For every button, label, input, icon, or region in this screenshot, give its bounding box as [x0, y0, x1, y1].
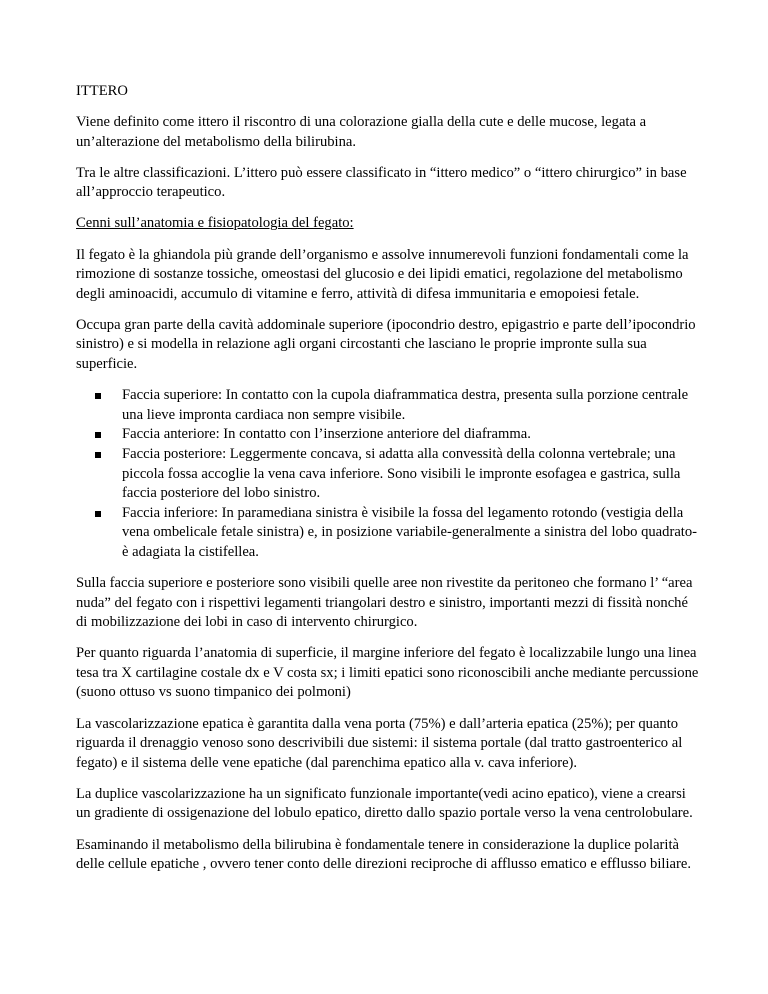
body-paragraph: Esaminando il metabolismo della bilirubina è fondamentale tenere in considerazione la duplice polarità delle cellule epatiche , ovvero tener conto delle direzioni reciproche di afflusso ematico e efflusso biliare. — [76, 836, 691, 873]
list-item-text: Faccia anteriore: In contatto con l’inserzione anteriore del diaframma. — [122, 426, 531, 443]
intro-paragraph: Tra le altre classificazioni. L’ittero può essere classificato in “ittero medico” o “ittero chirurgico” in base all’approccio terapeutico. — [76, 164, 687, 201]
square-bullet-icon — [95, 511, 101, 517]
anatomy-paragraph: Occupa gran parte della cavità addominale superiore (ipocondrio destro, epigastrio e parte dell’ipocondrio sinistro) e si modella in relazione agli organi circostanti che lasciano le proprie impronte sulla sua superficie. — [76, 316, 696, 373]
square-bullet-icon — [95, 432, 101, 438]
section-heading: Cenni sull’anatomia e fisiopatologia del fegato: — [76, 215, 354, 232]
square-bullet-icon — [95, 393, 101, 399]
list-item-text: Faccia posteriore: Leggermente concava, si adatta alla convessità della colonna vertebrale; una piccola fossa accoglie la vena cava inferiore. Sono visibili le impronte esofagea e gastrica, sulla faccia posteriore del lobo sinistro. — [122, 445, 681, 502]
square-bullet-icon — [95, 452, 101, 458]
list-item — [76, 504, 702, 563]
body-paragraph: La vascolarizzazione epatica è garantita dalla vena porta (75%) e dall’arteria epatica (25%); per quanto riguarda il drenaggio venoso sono descrivibili due sistemi: il sistema portale (dal tratto gastroenterico al fegato) e il sistema delle vene epatiche (dal parenchima epatico alla v. cava inferiore). — [76, 715, 683, 771]
list-item-text: Faccia inferiore: In paramediana sinistra è visibile la fossa del legamento rotondo (vestigia della vena ombelicale fetale sinistra) e, in posizione variabile-generalmente a sinistra del lobo quadrato-è adagiata la cistifellea. — [122, 504, 698, 560]
body-paragraph: Sulla faccia superiore e posteriore sono visibili quelle aree non rivestite da peritoneo che formano l’ “area nuda” del fegato con i rispettivi legamenti triangolari destro e sinistro, importanti mezzi di fissità nonché di mobilizzazione dei lobi in caso di intervento chirurgico. — [76, 574, 693, 631]
body-paragraph: La duplice vascolarizzazione ha un significato funzionale importante(vedi acino epatico), viene a crearsi un gradiente di ossigenazione del lobulo epatico, diretto dallo spazio portale verso la vena centrolobulare. — [76, 785, 693, 822]
anatomy-paragraph: Il fegato è la ghiandola più grande dell’organismo e assolve innumerevoli funzioni fondamentali come la rimozione di sostanze tossiche, omeostasi del glucosio e dei lipidi ematici, regolazione del metabolismo degli aminoacidi, accumulo di vitamine e ferro, attività di difesa immunitaria e emopoiesi fetale. — [76, 246, 689, 302]
list-item — [76, 386, 702, 425]
document-page — [76, 82, 702, 886]
list-item-text: Faccia superiore: In contatto con la cupola diaframmatica destra, presenta sulla porzione centrale una lieve impronta cardiaca non sempre visibile. — [122, 387, 689, 423]
list-item — [76, 425, 702, 445]
intro-paragraph: Viene definito come ittero il riscontro di una colorazione gialla della cute e delle mucose, legata a un’alterazione del metabolismo della bilirubina. — [76, 114, 647, 150]
document-title: ITTERO — [76, 83, 128, 99]
body-paragraph: Per quanto riguarda l’anatomia di superficie, il margine inferiore del fegato è localizzabile lungo una linea tesa tra X cartilagine costale dx e V costa sx; i limiti epatici sono riconoscibili anche mediante percussione (suono ottuso vs suono timpanico dei polmoni) — [76, 645, 699, 701]
liver-faces-list — [76, 386, 702, 562]
list-item — [76, 445, 702, 504]
